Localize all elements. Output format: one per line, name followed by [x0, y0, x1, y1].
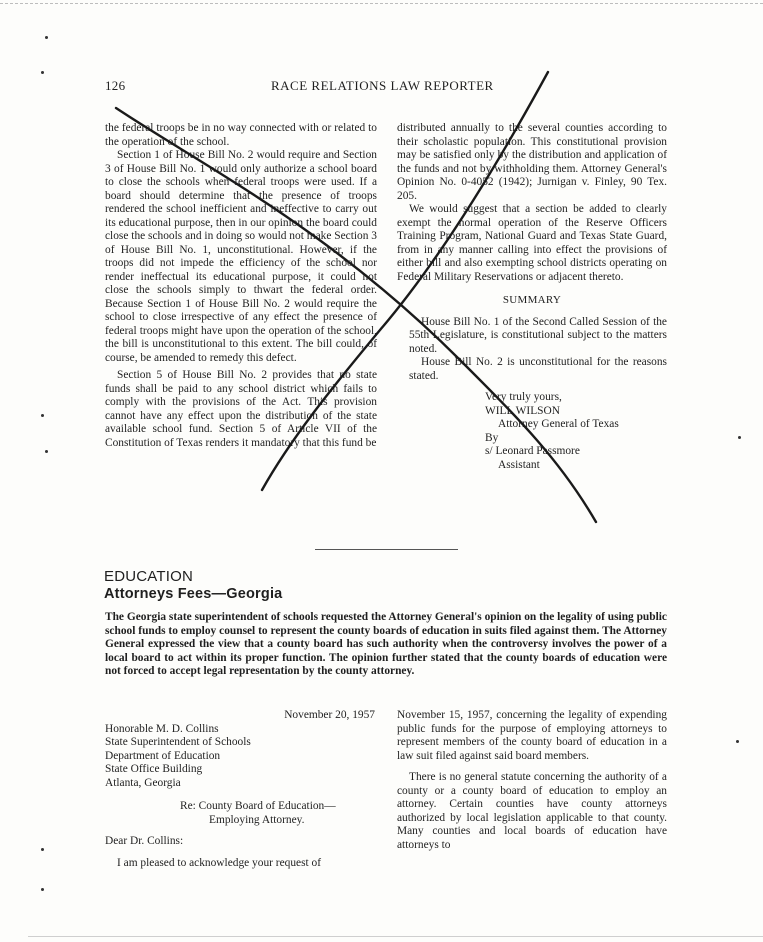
scan-speck [45, 36, 48, 39]
paragraph: There is no general statute concerning the authority of a county or a county board of education to employ an attorney. Certain counties have county attorneys authorized by local legislation applicable to that county. Many counties and local boards of education have attorneys to [397, 771, 667, 851]
section-subtitle: Attorneys Fees—Georgia [104, 586, 283, 602]
scan-speck [738, 436, 741, 439]
running-head: RACE RELATIONS LAW REPORTER [271, 78, 494, 93]
paragraph: Section 5 of House Bill No. 2 provides that no state funds shall be paid to any school district which fails to comply with the provisions of the Act. This provision cannot have any effect upon the distribution of the state available school fund. Section 5 of Article VII of the Constitution of Texas renders it mandatory that this fund be [105, 369, 377, 449]
page-bottom-edge [28, 936, 763, 937]
section-divider [315, 549, 458, 550]
scan-speck [45, 450, 48, 453]
paragraph: distributed annually to the several counties according to their scholastic population. This constitutional provision may be satisfied only by the distribution and application of the funds and not by withholding them. Attorney General's Opinion No. 0-4052 (1942); Jurnigan v. Finley, 90 Tex. 205. [397, 122, 667, 202]
right-column [397, 122, 667, 472]
paragraph: November 15, 1957, concerning the legality of expending public funds for the purpose of employing attorneys to represent members of the county board of education in a law suit filed against said board members. [397, 709, 667, 762]
scan-speck [736, 740, 739, 743]
scan-speck [41, 71, 44, 74]
address-line: State Superintendent of Schools [105, 736, 251, 748]
scan-speck [41, 848, 44, 851]
closing: Very truly yours, [485, 391, 562, 403]
left-column [105, 122, 377, 450]
address-line: Atlanta, Georgia [105, 776, 181, 789]
address-line: Honorable M. D. Collins [105, 722, 219, 735]
headnote: The Georgia state superintendent of schools requested the Attorney General's opinion on the legality of using public school funds to employ counsel to represent the county boards of education in suits filed against them. The Attorney General expressed the view that a county board has such authority when the controversy involves the power of a local board to act within its proper function. The opinion further stated that the county boards of education were not forced to accept legal representation by the county attorney. [105, 611, 667, 678]
letter-right-column [397, 709, 667, 852]
signature-block [397, 391, 667, 472]
summary-body [397, 316, 667, 384]
summary-paragraph: House Bill No. 2 is unconstitutional for the reasons stated. [409, 356, 667, 382]
signer-title: Attorney General of Texas [498, 418, 619, 430]
scan-speck [41, 888, 44, 891]
letter-date: November 20, 1957 [284, 709, 375, 721]
assistant-title: Assistant [498, 458, 540, 471]
signer-name: WILL WILSON [485, 404, 560, 417]
assistant-name: s/ Leonard Passmore [485, 445, 580, 457]
re-line-1: Re: County Board of Education— [180, 800, 336, 812]
section-title: EDUCATION [104, 568, 194, 585]
summary-paragraph: House Bill No. 1 of the Second Called Session of the 55th Legislature, is constitutional subject to the matters noted. [409, 315, 667, 355]
paragraph: We would suggest that a section be added to clearly exempt the normal operation of the Reserve Officers Training Program, National Guard and Texas State Guard, from in any manner calling into effect the provisions of either bill and also exempting school districts operating on Federal Military Reservations or adjacent thereto. [397, 203, 667, 283]
letter-left-column [105, 709, 377, 870]
paragraph: Section 1 of House Bill No. 2 would require and Section 3 of House Bill No. 1 would only authorize a school board to close the schools when federal troops were used. If a board should determine that the presence of troops rendered the school inefficient and ineffective to carry out its educational purpose, then in our opinion the board could close the schools and in doing so would not make Section 3 of House Bill No. 1, unconstitutional. However, if the troops did not impede the efficiency of the school nor render ineffectual its educational purpose, it could not close the schools simply to thwart the federal order. Because Section 1 of House Bill No. 2 would require the school to close irrespective of any effect the presence of federal troops might have upon the operation of the school, the bill is unconstitutional to this extent. The bill could, of course, be amended to remedy this defect. [105, 149, 377, 364]
paragraph: I am pleased to acknowledge your request of [117, 856, 322, 869]
letter-address [105, 723, 377, 791]
address-line: State Office Building [105, 763, 203, 775]
by-line: By [485, 431, 499, 444]
re-line [105, 800, 377, 827]
scan-speck [41, 414, 44, 417]
page-number: 126 [105, 78, 126, 93]
page-top-edge [0, 3, 763, 4]
salutation: Dear Dr. Collins: [105, 835, 184, 847]
address-line: Department of Education [105, 749, 221, 762]
re-line-2: Employing Attorney. [209, 813, 305, 826]
summary-heading: SUMMARY [502, 294, 562, 306]
paragraph: the federal troops be in no way connected with or related to the operation of the school. [105, 122, 377, 148]
